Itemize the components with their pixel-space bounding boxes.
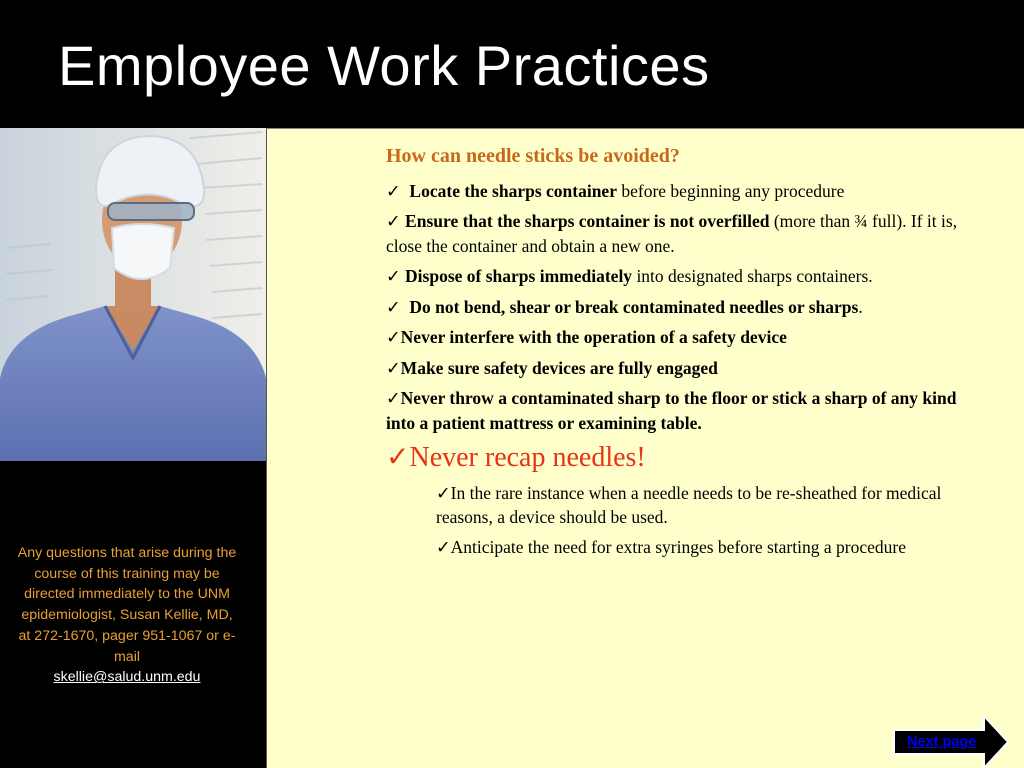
check-icon: ✓ [386,180,401,201]
question-heading: How can needle sticks be avoided? [386,145,680,167]
item-bold-text: Ensure that the sharps container is not overfilled [405,211,770,231]
slide-title: Employee Work Practices [58,34,710,97]
next-page-label[interactable]: Next page [907,734,977,750]
item-bold-text: Never throw a contaminated sharp to the floor or stick a sharp of any kind into a patient mattress or examining table. [386,388,957,433]
sub-list-item [436,481,986,529]
recap-text: Never recap needles! [409,442,646,473]
check-icon: ✓ [386,266,401,286]
list-item [386,325,986,350]
list-item [386,179,986,204]
contact-email-link[interactable]: skellie@salud.unm.edu [53,669,201,686]
item-text: . [858,296,863,317]
check-icon: ✓ [386,296,401,317]
item-bold-text: Never interfere with the operation of a safety device [400,327,787,347]
check-icon: ✓ [386,388,401,408]
list-item [386,386,986,435]
item-text: into designated sharps containers. [632,266,873,286]
sub-item-text: Anticipate the need for extra syringes before starting a procedure [450,537,906,557]
contact-note-text: Any questions that arise during the course of this training may be directed immediately to the UNM epidemiologist, Susan Kellie, MD, at 272-1670, pager 951-1067 or e-mail [17,545,237,665]
list-item [386,209,986,258]
list-item [386,295,986,320]
item-bold-text: Locate the sharps container [409,180,617,201]
check-icon: ✓ [436,537,451,557]
item-text: (more than ¾ full). If it is, close the container and obtain a new one. [386,211,958,256]
check-icon: ✓ [436,483,451,503]
list-item [386,264,986,289]
content-area [386,144,986,565]
recap-warning [386,441,986,475]
next-page-button[interactable] [892,716,1008,768]
check-icon: ✓ [386,442,410,473]
list-item [386,356,986,381]
item-bold-text: Do not bend, shear or break contaminated needles or sharps [409,296,859,317]
contact-note [14,543,240,688]
sub-item-text: In the rare instance when a needle needs to be re-sheathed for medical reasons, a device should be used. [436,483,942,527]
sub-list-item [436,535,986,559]
check-icon: ✓ [386,327,401,347]
item-bold-text: Dispose of sharps immediately [405,266,633,286]
item-text: before beginning any procedure [616,180,845,201]
item-bold-text: Make sure safety devices are fully engaged [400,357,718,378]
healthcare-worker-photo [0,128,266,461]
check-icon: ✓ [386,211,401,231]
check-icon: ✓ [386,357,401,378]
